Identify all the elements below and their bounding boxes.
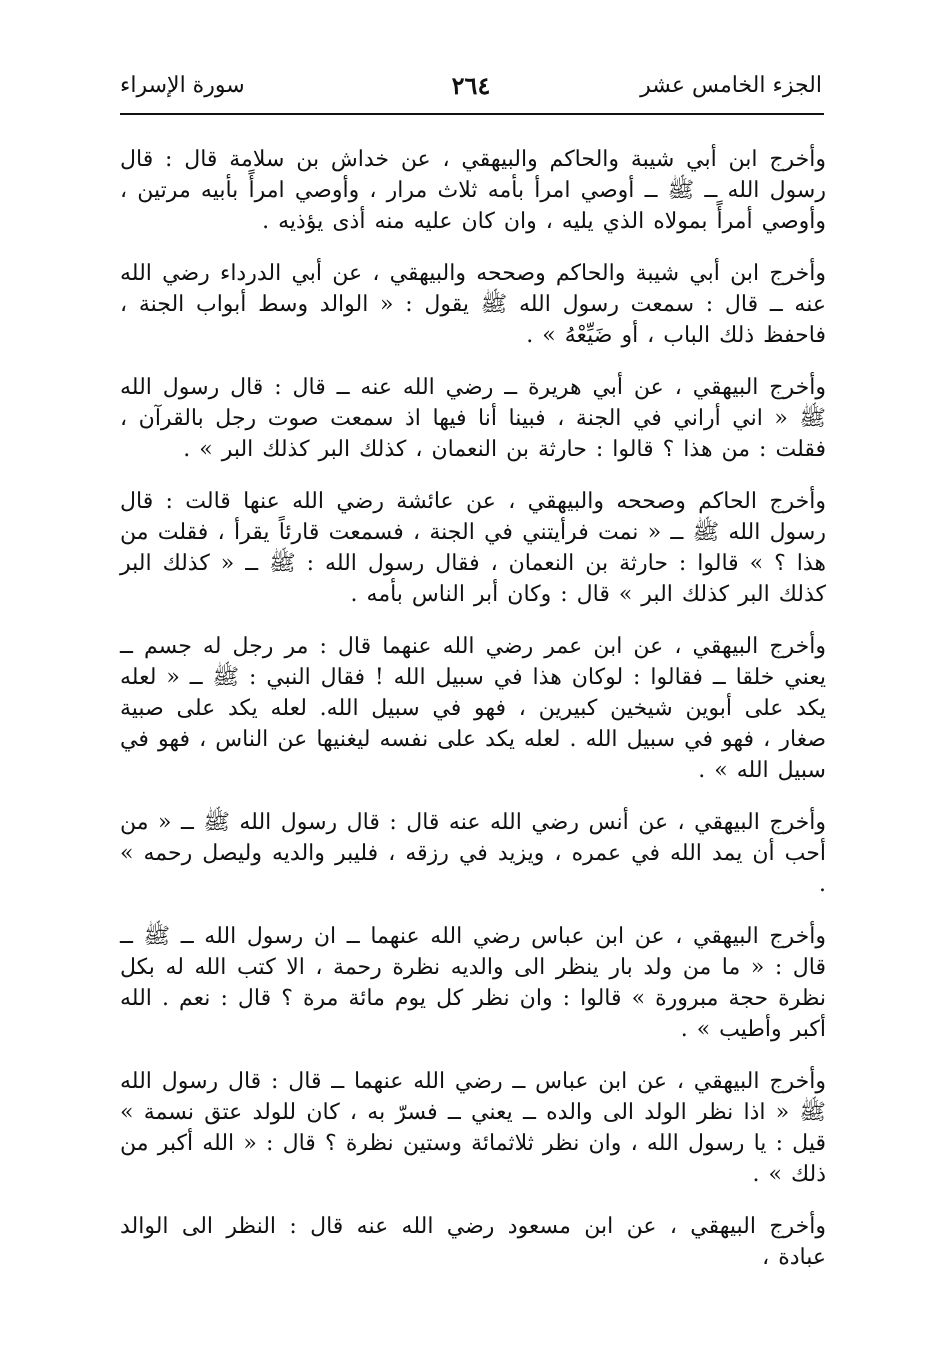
page-body <box>120 144 826 1273</box>
page-header <box>120 64 822 108</box>
paragraph: وأخرج البيهقي ، عن ابن مسعود رضي الله عنه قال : النظر الى الوالد عبادة ، <box>120 1214 826 1270</box>
page-number: ٢٦٤ <box>451 71 491 100</box>
header-rule <box>120 113 824 115</box>
paragraph: وأخرج الحاكم وصححه والبيهقي ، عن عائشة رضي الله عنها قالت : قال رسول الله ﷺ ــ « نمت فرأيتني في الجنة ، فسمعت قارئاً يقرأ ، فقلت من هذا ؟ » قالوا : حارثة بن النعمان ، فقال رسول الله : ﷺ ــ « كذلك البر كذلك البر كذلك البر » قال : وكان أبر الناس بأمه . <box>120 489 826 607</box>
paragraph: وأخرج ابن أبي شيبة والحاكم وصححه والبيهقي ، عن أبي الدرداء رضي الله عنه ــ قال : سمعت رسول الله ﷺ يقول : « الوالد وسط أبواب الجنة ، فاحفظ ذلك الباب ، أو ضَيِّعْهُ » . <box>120 261 826 348</box>
paragraph: وأخرج البيهقي ، عن ابن عباس ــ رضي الله عنهما ــ قال : قال رسول الله ﷺ « اذا نظر الولد الى والده ــ يعني ــ فسرّ به ، كان للولد عتق نسمة » قيل : يا رسول الله ، وان نظر ثلاثمائة وستين نظرة ؟ قال : « الله أكبر من ذلك » . <box>120 1069 826 1187</box>
paragraph: وأخرج ابن أبي شيبة والحاكم والبيهقي ، عن خداش بن سلامة قال : قال رسول الله ــ ﷺ ــ أوصي امرأ بأمه ثلاث مرار ، وأوصي امرأً بأبيه مرتين ، وأوصي أمرأً بمولاه الذي يليه ، وان كان عليه منه أذى يؤذيه . <box>120 147 826 234</box>
paragraph: وأخرج البيهقي ، عن أنس رضي الله عنه قال : قال رسول الله ﷺ ــ « من أحب أن يمد الله في عمره ، ويزيد في رزقه ، فليبر والديه وليصل رحمه » . <box>120 810 826 897</box>
paragraph: وأخرج البيهقي ، عن ابن عمر رضي الله عنهما قال : مر رجل له جسم ــ يعني خلقا ــ فقالوا : لوكان هذا في سبيل الله ! فقال النبي : ﷺ ــ « لعله يكد على أبوين شيخين كبيرين ، فهو في سبيل الله. لعله يكد على صبية صغار ، فهو في سبيل الله . لعله يكد على نفسه ليغنيها عن الناس ، فهو في سبيل الله » . <box>120 634 826 783</box>
part-title: الجزء الخامس عشر <box>640 73 822 98</box>
paragraph: وأخرج البيهقي ، عن أبي هريرة ــ رضي الله عنه ــ قال : قال رسول الله ﷺ « اني أراني في الجنة ، فبينا أنا فيها اذ سمعت صوت رجل بالقرآن ، فقلت : من هذا ؟ قالوا : حارثة بن النعمان ، كذلك البر كذلك البر » . <box>120 375 826 462</box>
surah-title: سورة الإسراء <box>120 73 245 98</box>
paragraph: وأخرج البيهقي ، عن ابن عباس رضي الله عنهما ــ ان رسول الله ــ ﷺ ــ قال : « ما من ولد بار ينظر الى والديه نظرة رحمة ، الا كتب الله له بكل نظرة حجة مبرورة » قالوا : وان نظر كل يوم مائة مرة ؟ قال : نعم . الله أكبر وأطيب » . <box>120 924 826 1042</box>
